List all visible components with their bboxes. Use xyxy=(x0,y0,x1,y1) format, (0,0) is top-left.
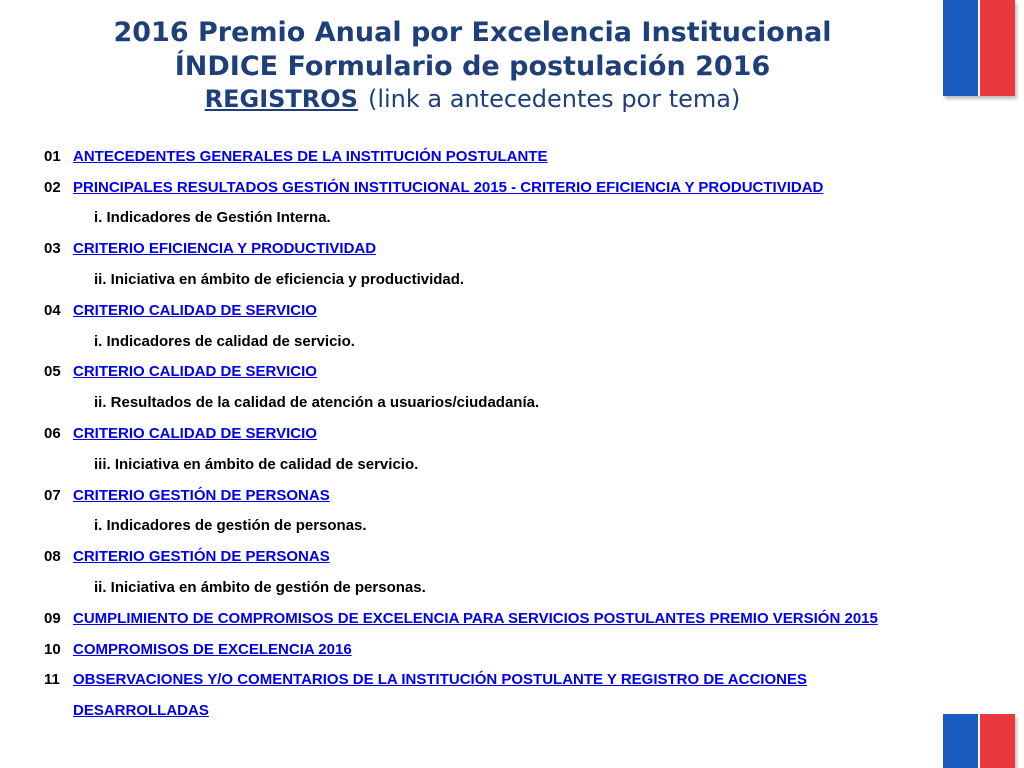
index-item-09 xyxy=(44,603,1004,634)
title-line-2: ÍNDICE Formulario de postulación 2016 xyxy=(174,51,771,82)
index-item-11 xyxy=(44,665,1004,696)
index-item-11-continued xyxy=(44,695,1004,726)
index-number: 08 xyxy=(44,548,61,566)
index-number: 04 xyxy=(44,301,61,319)
index-link-10[interactable]: COMPROMISOS DE EXCELENCIA 2016 xyxy=(73,640,352,658)
index-item-08 xyxy=(44,541,1004,572)
index-sub-06: iii. Iniciativa en ámbito de calidad de servicio. xyxy=(94,455,419,473)
index-item-04 xyxy=(44,295,1004,326)
index-number: 06 xyxy=(44,425,61,443)
index-link-01[interactable]: ANTECEDENTES GENERALES DE LA INSTITUCIÓN POSTULANTE xyxy=(73,147,548,165)
index-sub-04: i. Indicadores de calidad de servicio. xyxy=(94,332,355,350)
index-sub-05: ii. Resultados de la calidad de atención a usuarios/ciudadanía. xyxy=(94,394,540,412)
index-item-03 xyxy=(44,233,1004,264)
page-title xyxy=(0,16,945,114)
index-link-07[interactable]: CRITERIO GESTIÓN DE PERSONAS xyxy=(73,486,330,504)
index-link-04[interactable]: CRITERIO CALIDAD DE SERVICIO xyxy=(73,301,317,319)
flag-blue-stripe xyxy=(943,0,978,96)
index-link-02[interactable]: PRINCIPALES RESULTADOS GESTIÓN INSTITUCIONAL 2015 - CRITERIO EFICIENCIA Y PRODUCTIVIDAD xyxy=(73,178,824,196)
index-item-02 xyxy=(44,172,1004,203)
index-number: 02 xyxy=(44,178,61,196)
index-number: 07 xyxy=(44,486,61,504)
index-sub-03: ii. Iniciativa en ámbito de eficiencia y productividad. xyxy=(94,271,465,289)
index-number: 03 xyxy=(44,240,61,258)
index-sub-07: i. Indicadores de gestión de personas. xyxy=(94,517,367,535)
index-item-06 xyxy=(44,418,1004,449)
index-link-03[interactable]: CRITERIO EFICIENCIA Y PRODUCTIVIDAD xyxy=(73,240,377,258)
index-item-07 xyxy=(44,480,1004,511)
index-number: 10 xyxy=(44,640,61,658)
index-link-11-continued[interactable]: DESARROLLADAS xyxy=(73,702,209,720)
index-number: 11 xyxy=(44,671,60,689)
flag-logo-top xyxy=(943,0,1015,96)
title-line-3 xyxy=(0,84,945,114)
title-line-1: 2016 Premio Anual por Excelencia Institucional xyxy=(113,17,832,48)
flag-red-stripe xyxy=(980,0,1015,96)
index-link-09[interactable]: CUMPLIMIENTO DE COMPROMISOS DE EXCELENCIA PARA SERVICIOS POSTULANTES PREMIO VERSIÓN 2015 xyxy=(73,609,878,627)
index-link-11[interactable]: OBSERVACIONES Y/O COMENTARIOS DE LA INSTITUCIÓN POSTULANTE Y REGISTRO DE ACCIONES xyxy=(73,671,807,689)
index-item-10 xyxy=(44,634,1004,665)
index-link-05[interactable]: CRITERIO CALIDAD DE SERVICIO xyxy=(73,363,317,381)
index-sub-02: i. Indicadores de Gestión Interna. xyxy=(94,209,331,227)
index-item-05 xyxy=(44,357,1004,388)
registros-note: (link a antecedentes por tema) xyxy=(367,85,741,113)
index-number: 05 xyxy=(44,363,61,381)
index-item-01 xyxy=(44,141,1004,172)
registros-heading: REGISTROS xyxy=(204,85,358,113)
index-number: 01 xyxy=(44,147,61,165)
index-sub-08: ii. Iniciativa en ámbito de gestión de personas. xyxy=(94,579,426,597)
index-number: 09 xyxy=(44,609,61,627)
index-list xyxy=(44,141,1004,726)
index-link-08[interactable]: CRITERIO GESTIÓN DE PERSONAS xyxy=(73,548,330,566)
index-link-06[interactable]: CRITERIO CALIDAD DE SERVICIO xyxy=(73,425,317,443)
